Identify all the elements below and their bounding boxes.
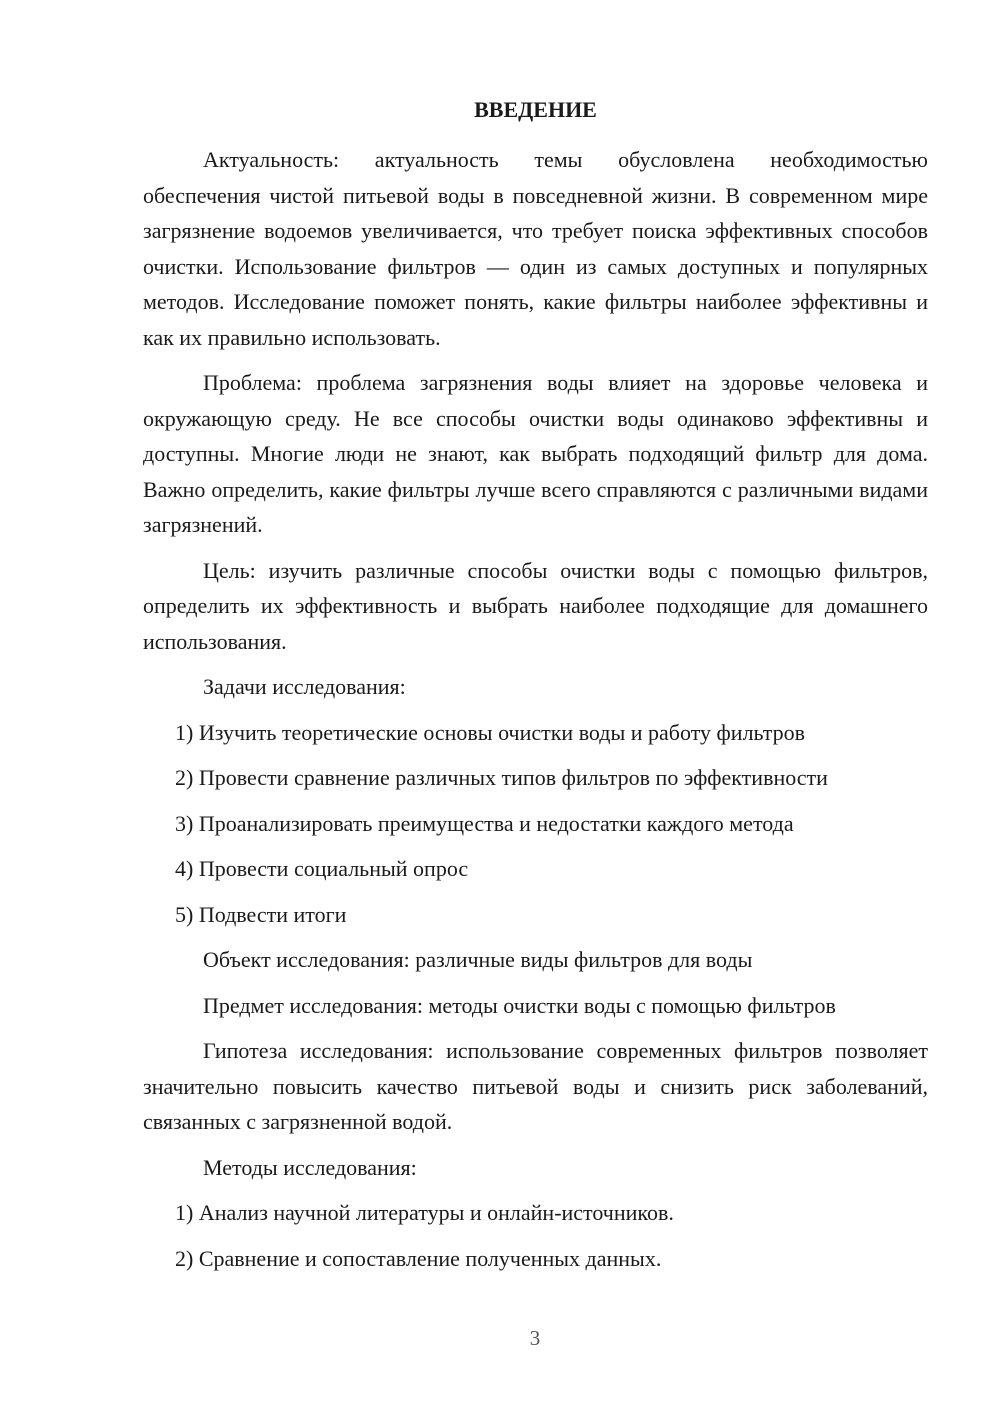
subject-paragraph: Предмет исследования: методы очистки воды с помощью фильтров	[203, 992, 836, 1018]
object-paragraph: Объект исследования: различные виды фильтров для воды	[203, 947, 753, 972]
page-number: 3	[529, 1326, 541, 1350]
list-item: 5) Подвести итоги	[175, 901, 347, 927]
list-item: 2) Провести сравнение различных типов фильтров по эффективности	[175, 765, 828, 790]
relevance-paragraph: Актуальность: актуальность темы обусловлена необходимостью обеспечения чистой питьевой воды в повседневной жизни. В современном мире загрязнение водоемов увеличивается, что требует поиска эффективных способов очистки. Использование фильтров — один из самых доступных и популярных методов. Исследование поможет понять, какие фильтры наиболее эффективны и как их правильно использовать.	[143, 147, 928, 350]
methods-list	[143, 1195, 928, 1276]
list-item: 1) Анализ научной литературы и онлайн-источников.	[175, 1200, 674, 1225]
methods-heading: Методы исследования:	[203, 1154, 417, 1180]
list-item: 3) Проанализировать преимущества и недостатки каждого метода	[175, 810, 794, 836]
list-item: 2) Сравнение и сопоставление полученных данных.	[175, 1245, 662, 1271]
page-content	[143, 92, 928, 1286]
list-item: 1) Изучить теоретические основы очистки воды и работу фильтров	[175, 719, 806, 745]
list-item: 4) Провести социальный опрос	[175, 856, 469, 881]
tasks-heading: Задачи исследования:	[203, 674, 406, 699]
goal-paragraph: Цель: изучить различные способы очистки воды с помощью фильтров, определить их эффективность и выбрать наиболее подходящие для домашнего использования.	[143, 557, 928, 654]
hypothesis-paragraph: Гипотеза исследования: использование современных фильтров позволяет значительно повысить качество питьевой воды и снизить риск заболеваний, связанных с загрязненной водой.	[143, 1038, 928, 1134]
problem-paragraph: Проблема: проблема загрязнения воды влияет на здоровье человека и окружающую среду. Не все способы очистки воды одинаково эффективны и доступны. Многие люди не знают, как выбрать подходящий фильтр для дома. Важно определить, какие фильтры лучше всего справляются с различными видами загрязнений.	[143, 370, 928, 537]
page-title: ВВЕДЕНИЕ	[474, 97, 597, 122]
tasks-list	[143, 715, 928, 933]
